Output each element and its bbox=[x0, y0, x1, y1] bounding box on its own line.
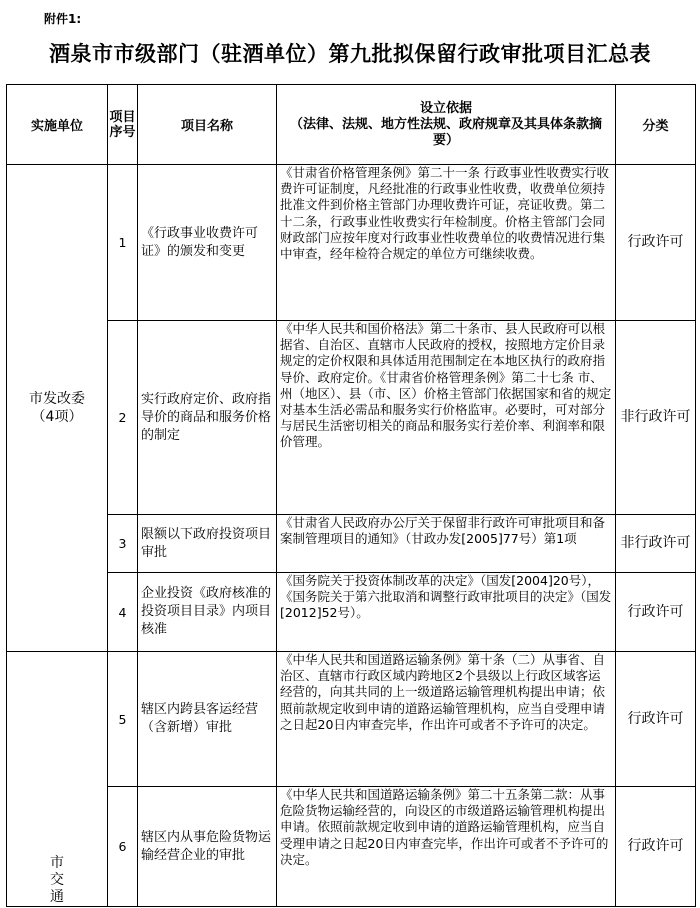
seq-cell: 4 bbox=[108, 573, 138, 652]
attachment-label: 附件1: bbox=[44, 12, 82, 26]
header-basis-subtitle: （法律、法规、地方性法规、政府规章及其具体条款摘要） bbox=[289, 116, 602, 148]
seq-cell: 5 bbox=[108, 652, 138, 787]
table-row bbox=[7, 787, 696, 907]
header-seq: 项目序号 bbox=[108, 85, 138, 165]
seq-cell: 1 bbox=[108, 165, 138, 321]
unit-count: （4项） bbox=[31, 409, 83, 425]
basis-cell: 《甘肃省人民政府办公厅关于保留非行政许可审批项目和备案制管理项目的通知》（甘政办发[2005]77号）第1项 bbox=[277, 515, 616, 573]
header-name: 项目名称 bbox=[138, 85, 277, 165]
header-unit: 实施单位 bbox=[7, 85, 108, 165]
category-cell: 行政许可 bbox=[616, 652, 696, 787]
item-name-cell: 《行政事业收费许可证》的颁发和变更 bbox=[138, 165, 277, 321]
basis-cell: 《中华人民共和国价格法》第二十条市、县人民政府可以根据省、自治区、直辖市人民政府的授权，按照地方定价目录规定的定价权限和具体适用范围制定在本地区执行的政府指导价、政府定价。《甘肃省价格管理条例》第二十七条 市、州（地区）、县（市、区）价格主管部门依据国家和省的规定对基本生活必需品和服务实行价格监审。必要时，可对部分与居民生活密切相关的商品和服务实行差价率、利润率和限价管理。 bbox=[277, 321, 616, 515]
basis-cell: 《甘肃省价格管理条例》第二十一条 行政事业性收费实行收费许可证制度，凡经批准的行政事业性收费，收费单位须持批准文件到价格主管部门办理收费许可证，亮证收费。第二十二条，行政事业性收费实行年检制度。价格主管部门会同财政部门应按年度对行政事业性收费单位的收费情况进行集中审查，经年检符合规定的单位方可继续收费。 bbox=[277, 165, 616, 321]
item-name-cell: 限额以下政府投资项目审批 bbox=[138, 515, 277, 573]
header-category: 分类 bbox=[616, 85, 696, 165]
seq-cell: 6 bbox=[108, 787, 138, 907]
unit-cell-jiaotong bbox=[7, 652, 108, 907]
table-row bbox=[7, 652, 696, 787]
category-cell: 非行政许可 bbox=[616, 515, 696, 573]
item-name-cell: 辖区内从事危险货物运输经营企业的审批 bbox=[138, 787, 277, 907]
basis-cell: 《中华人民共和国道路运输条例》第二十五条第二款：从事危险货物运输经营的，向设区的市级道路运输管理机构提出申请。依照前款规定收到申请的道路运输管理机构，应当自受理申请之日起20日内审查完毕，作出许可或者不予许可的决定。 bbox=[277, 787, 616, 907]
item-name-cell: 实行政府定价、政府指导价的商品和服务价格的制定 bbox=[138, 321, 277, 515]
approval-items-table bbox=[6, 84, 696, 907]
category-cell: 行政许可 bbox=[616, 165, 696, 321]
table-row bbox=[7, 165, 696, 321]
table-row bbox=[7, 573, 696, 652]
category-cell: 非行政许可 bbox=[616, 321, 696, 515]
table-row bbox=[7, 321, 696, 515]
basis-cell: 《国务院关于投资体制改革的决定》（国发[2004]20号），《国务院关于第六批取消和调整行政审批项目的决定》（国发[2012]52号）。 bbox=[277, 573, 616, 652]
seq-cell: 2 bbox=[108, 321, 138, 515]
table-row bbox=[7, 515, 696, 573]
table-header-row bbox=[7, 85, 696, 165]
unit-name: 市交通 bbox=[50, 855, 64, 905]
item-name-cell: 企业投资《政府核准的投资项目目录》内项目核准 bbox=[138, 573, 277, 652]
seq-cell: 3 bbox=[108, 515, 138, 573]
document-title: 酒泉市市级部门（驻酒单位）第九批拟保留行政审批项目汇总表 bbox=[49, 41, 651, 66]
basis-cell: 《中华人民共和国道路运输条例》第十条（二）从事省、自治区、直辖市行政区域内跨地区2个县级以上行政区域客运经营的，向其共同的上一级道路运输管理机构提出申请；依照前款规定收到申请的道路运输管理机构，应当自受理申请之日起20日内审查完毕，作出许可或者不予许可的决定。 bbox=[277, 652, 616, 787]
unit-name: 市发改委 bbox=[29, 391, 85, 407]
category-cell: 行政许可 bbox=[616, 573, 696, 652]
unit-cell-fagaiwei bbox=[7, 165, 108, 652]
header-basis-title: 设立依据 bbox=[419, 100, 472, 116]
item-name-cell: 辖区内跨县客运经营（含新增）审批 bbox=[138, 652, 277, 787]
category-cell: 行政许可 bbox=[616, 787, 696, 907]
header-basis bbox=[277, 85, 616, 165]
